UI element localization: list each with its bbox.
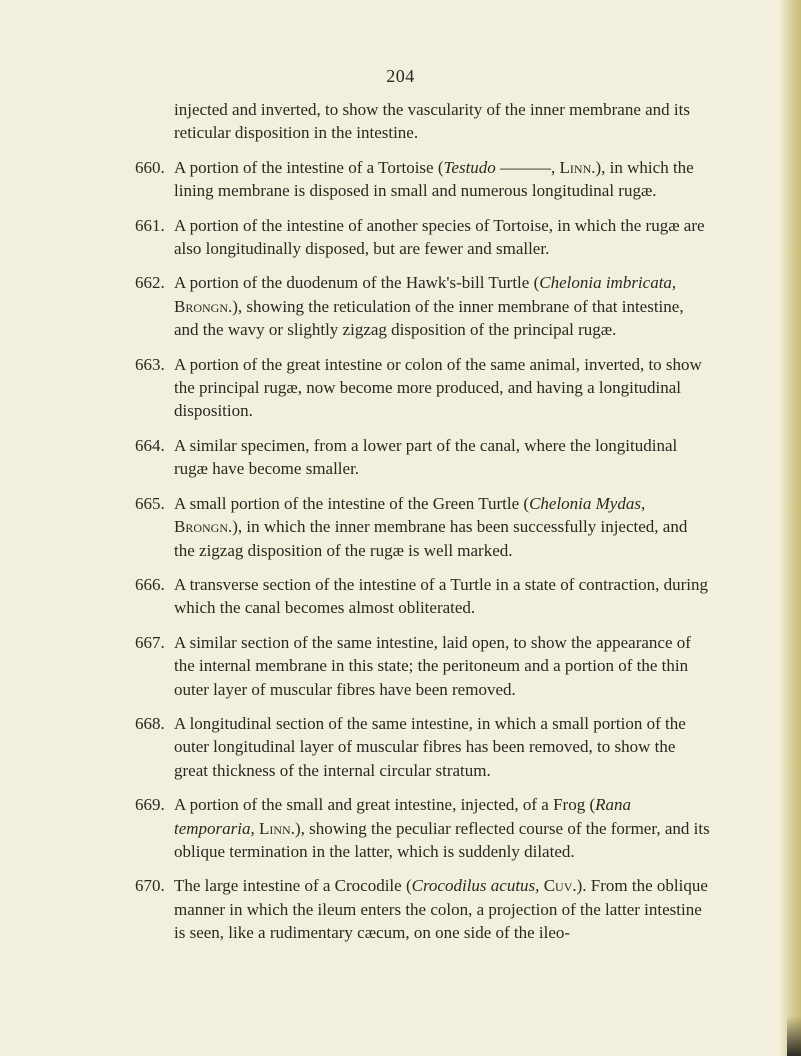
entry-text: ), in which the lining membrane is disposed in small and numerous longitudinal rugæ. — [174, 157, 694, 201]
authority-name: Linn. — [559, 157, 596, 177]
entry-number: 669. — [135, 795, 165, 815]
continued-paragraph: injected and inverted, to show the vascularity of the inner membrane and its reticular disposition in the intestine. — [174, 100, 690, 143]
entry-list — [135, 156, 710, 945]
authority-name: Brongn. — [174, 517, 233, 537]
entry-text: A portion of the intestine of a Tortoise ( — [174, 157, 444, 177]
page-edge-shadow — [779, 0, 801, 1056]
catalogue-entry — [135, 353, 710, 423]
entry-number: 663. — [135, 354, 165, 374]
entry-number: 660. — [135, 157, 165, 177]
authority-name: Brongn. — [174, 296, 233, 316]
entry-text: ), in which the inner membrane has been successfully injected, and the zigzag disposition of the rugæ is well marked. — [174, 517, 688, 560]
catalogue-entry — [135, 492, 710, 562]
authority-name: Cuv. — [543, 876, 577, 896]
catalogue-text — [135, 98, 710, 956]
species-name: Rana temporaria, — [174, 795, 632, 838]
entry-text: ), showing the reticulation of the inner membrane of that intestine, and the wavy or slightly zigzag disposition of the principal rugæ. — [174, 296, 684, 340]
species-name: Chelonia imbricata, — [539, 273, 677, 293]
entry-number: 668. — [135, 713, 165, 733]
catalogue-entry — [135, 573, 710, 620]
catalogue-entry — [135, 874, 710, 944]
entry-number: 667. — [135, 632, 165, 652]
entry-text: ———, — [495, 157, 560, 177]
entry-text: A portion of the duodenum of the Hawk's-bill Turtle ( — [174, 273, 540, 293]
catalogue-entry — [135, 271, 710, 341]
entry-text: ), showing the peculiar reflected course of the former, and its oblique termination in the latter, which is suddenly dilated. — [174, 818, 710, 861]
catalogue-entry — [135, 712, 710, 782]
entry-text: The large intestine of a Crocodile ( — [174, 876, 412, 896]
entry-text: A transverse section of the intestine of a Turtle in a state of contraction, during which the canal becomes almost obliterated. — [174, 574, 708, 618]
page-number: 204 — [386, 66, 415, 86]
catalogue-entry — [135, 214, 710, 261]
catalogue-entry — [135, 156, 710, 203]
entry-number: 664. — [135, 435, 165, 455]
page-corner-shadow — [787, 1016, 801, 1056]
entry-text: A portion of the intestine of another species of Tortoise, in which the rugæ are also longitudinally disposed, but are fewer and smaller. — [174, 215, 705, 259]
entry-number: 670. — [135, 876, 165, 896]
entry-text: A small portion of the intestine of the Green Turtle ( — [174, 493, 530, 513]
catalogue-entry — [135, 793, 710, 863]
entry-text: A similar specimen, from a lower part of the canal, where the longitudinal rugæ have become smaller. — [174, 435, 678, 479]
entry-number: 665. — [135, 493, 165, 513]
entry-text: ). From the oblique manner in which the ileum enters the colon, a projection of the latter intestine is seen, like a rudimentary cæcum, on one side of the ileo- — [174, 876, 708, 943]
species-name: Testudo — [443, 157, 496, 177]
entry-number: 661. — [135, 215, 165, 235]
entry-text: A similar section of the same intestine, laid open, to show the appearance of the internal membrane in this state; the peritoneum and a portion of the thin outer layer of muscular fibres have been removed. — [174, 632, 691, 699]
catalogue-entry — [135, 631, 710, 701]
species-name: Crocodilus acutus, — [411, 876, 540, 896]
entry-number: 662. — [135, 273, 165, 293]
species-name: Chelonia Mydas, — [529, 493, 646, 513]
entry-text: A portion of the small and great intestine, injected, of a Frog ( — [174, 795, 596, 815]
authority-name: Linn. — [259, 818, 295, 838]
entry-number: 666. — [135, 574, 165, 594]
catalogue-entry — [135, 434, 710, 481]
entry-text: A portion of the great intestine or colon of the same animal, inverted, to show the principal rugæ, now become more produced, and having a longitudinal disposition. — [174, 354, 702, 421]
entry-text: A longitudinal section of the same intestine, in which a small portion of the outer longitudinal layer of muscular fibres has been removed, to show the great thickness of the internal circular stratum. — [174, 713, 686, 780]
